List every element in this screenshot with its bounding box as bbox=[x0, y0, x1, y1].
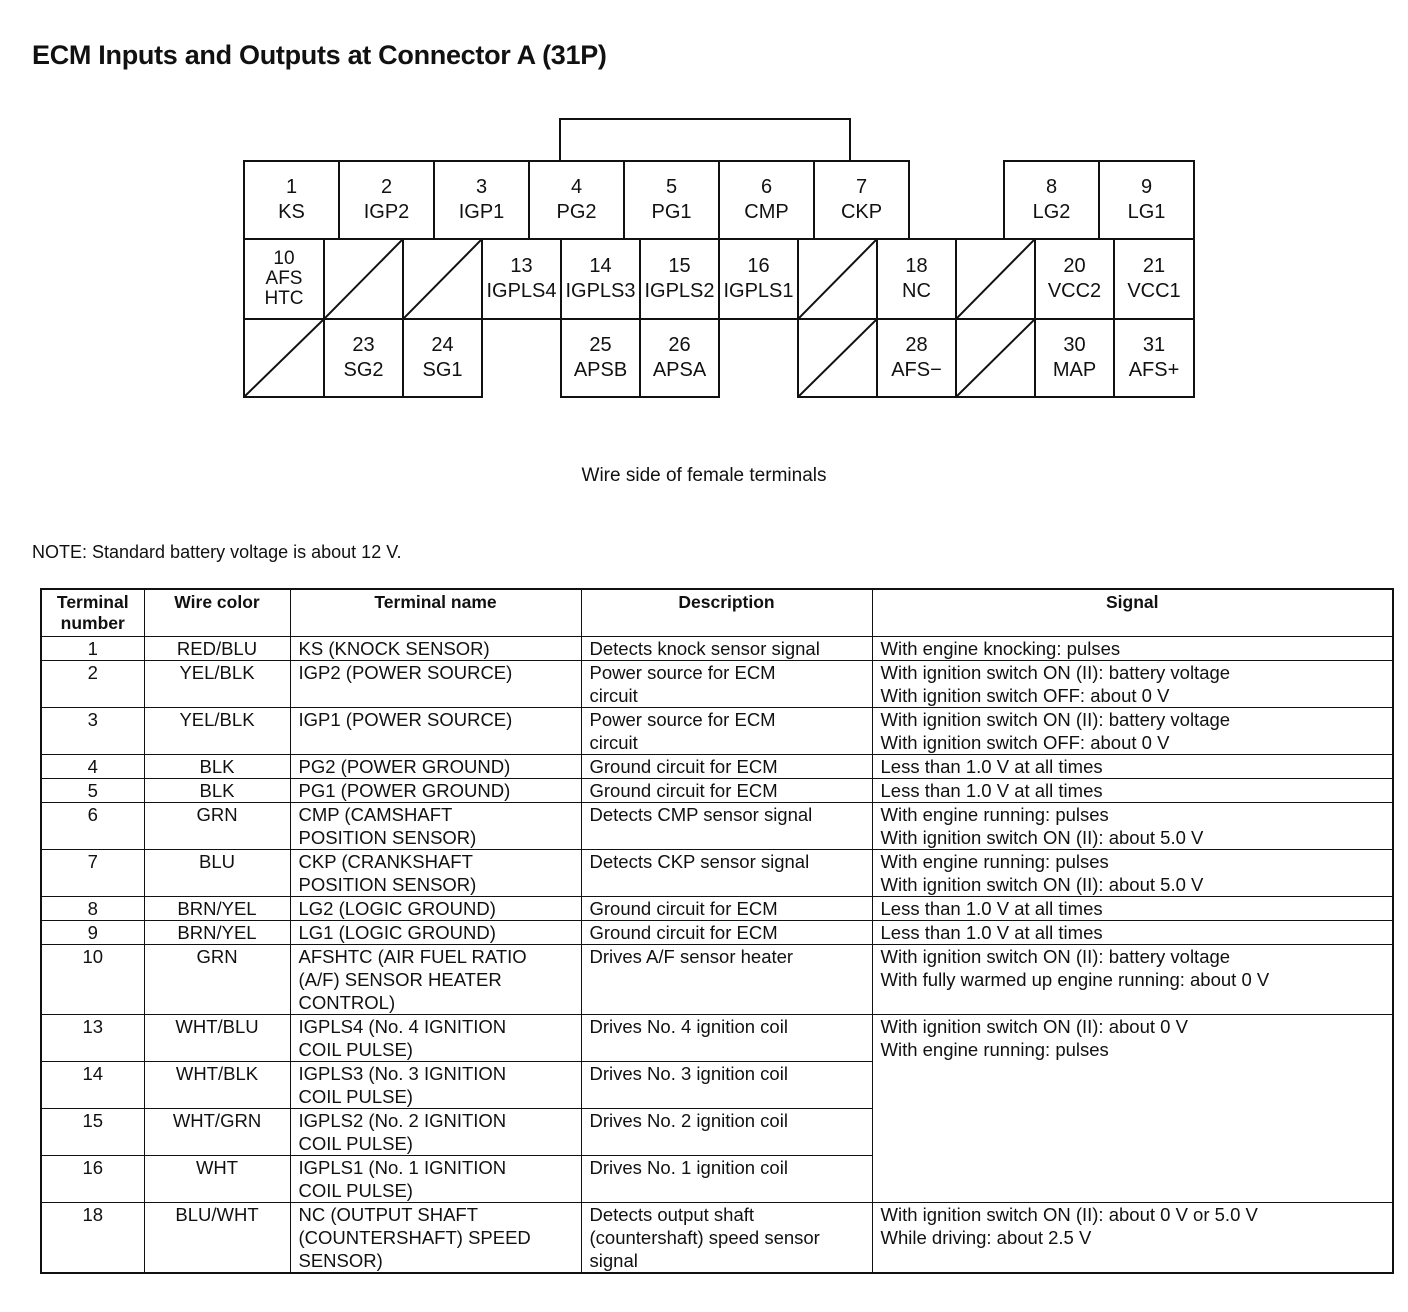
pin-31 bbox=[1113, 318, 1195, 398]
pin-label: APSA bbox=[652, 359, 707, 381]
page-title: ECM Inputs and Outputs at Connector A (31P) bbox=[32, 40, 607, 70]
pin-label: CKP bbox=[840, 201, 883, 223]
pin-label: VCC1 bbox=[1127, 280, 1181, 302]
signal: With ignition switch ON (II): battery voltage With fully warmed up engine running: about 0 V bbox=[872, 945, 1393, 1015]
signal: Less than 1.0 V at all times bbox=[872, 755, 1393, 779]
terminal-name: LG1 (LOGIC GROUND) bbox=[290, 921, 581, 945]
pin-number: 1 bbox=[285, 176, 298, 198]
pin-14 bbox=[560, 238, 641, 320]
signal: With ignition switch ON (II): battery voltage With ignition switch OFF: about 0 V bbox=[872, 708, 1393, 755]
pin-16 bbox=[718, 238, 799, 320]
signal: With ignition switch ON (II): about 0 V or 5.0 V While driving: about 2.5 V bbox=[872, 1203, 1393, 1274]
signal: With engine running: pulses With ignition switch ON (II): about 5.0 V bbox=[872, 803, 1393, 850]
pin-number: 3 bbox=[475, 176, 488, 198]
table-row bbox=[41, 921, 1393, 945]
signal: Less than 1.0 V at all times bbox=[872, 779, 1393, 803]
table-row bbox=[41, 1015, 1393, 1062]
pin-label: APSB bbox=[573, 359, 628, 381]
wire-color: WHT/BLK bbox=[144, 1062, 290, 1109]
pin-23 bbox=[323, 318, 404, 398]
pin-24 bbox=[402, 318, 483, 398]
pin-26 bbox=[639, 318, 720, 398]
terminal-number: 3 bbox=[41, 708, 144, 755]
terminal-number: 9 bbox=[41, 921, 144, 945]
header-terminal-name: Terminal name bbox=[290, 589, 581, 637]
terminal-name: CKP (CRANKSHAFT POSITION SENSOR) bbox=[290, 850, 581, 897]
pin-label: NC bbox=[902, 280, 931, 302]
signal: With engine knocking: pulses bbox=[872, 637, 1393, 661]
signal: Less than 1.0 V at all times bbox=[872, 921, 1393, 945]
description: Power source for ECM circuit bbox=[581, 661, 872, 708]
terminal-number: 18 bbox=[41, 1203, 144, 1274]
pin-label: VCC2 bbox=[1047, 280, 1102, 302]
description: Ground circuit for ECM bbox=[581, 779, 872, 803]
pin-2 bbox=[338, 160, 435, 240]
pin-9 bbox=[1098, 160, 1195, 240]
pin-number: 25 bbox=[589, 334, 612, 356]
pin-label: CMP bbox=[744, 201, 789, 223]
pin-6 bbox=[718, 160, 815, 240]
pin-label: AFS bbox=[265, 268, 303, 289]
pin-label: SG2 bbox=[343, 359, 384, 381]
signal: With ignition switch ON (II): battery voltage With ignition switch OFF: about 0 V bbox=[872, 661, 1393, 708]
pin-number: 20 bbox=[1063, 255, 1086, 277]
pin-number: 15 bbox=[668, 255, 691, 277]
table-row bbox=[41, 755, 1393, 779]
pin-number: 30 bbox=[1063, 334, 1086, 356]
wire-color: WHT bbox=[144, 1156, 290, 1203]
terminal-name: IGPLS2 (No. 2 IGNITION COIL PULSE) bbox=[290, 1109, 581, 1156]
pin-15 bbox=[639, 238, 720, 320]
terminal-number: 7 bbox=[41, 850, 144, 897]
pin-label: IGPLS1 bbox=[723, 280, 794, 302]
pin-30 bbox=[1034, 318, 1115, 398]
terminal-number: 4 bbox=[41, 755, 144, 779]
pin-number: 14 bbox=[589, 255, 612, 277]
table-row bbox=[41, 850, 1393, 897]
pin-7 bbox=[813, 160, 910, 240]
pin-number: 8 bbox=[1045, 176, 1058, 198]
connector-lock-tab bbox=[559, 118, 851, 162]
wire-color: YEL/BLK bbox=[144, 661, 290, 708]
pin-number: 28 bbox=[905, 334, 928, 356]
pin-28 bbox=[876, 318, 957, 398]
description: Ground circuit for ECM bbox=[581, 755, 872, 779]
pin-label: SG1 bbox=[422, 359, 463, 381]
pin-number: 16 bbox=[747, 255, 770, 277]
pin-number: 5 bbox=[665, 176, 678, 198]
table-row bbox=[41, 945, 1393, 1015]
pin-label: AFS− bbox=[891, 359, 942, 381]
description: Drives No. 3 ignition coil bbox=[581, 1062, 872, 1109]
pin-label: KS bbox=[278, 201, 305, 223]
terminal-number: 13 bbox=[41, 1015, 144, 1062]
empty-cavity bbox=[955, 318, 1036, 398]
pin-number: 4 bbox=[570, 176, 583, 198]
terminal-number: 5 bbox=[41, 779, 144, 803]
header-signal: Signal bbox=[872, 589, 1393, 637]
wire-color: BRN/YEL bbox=[144, 921, 290, 945]
signal: With ignition switch ON (II): about 0 V With engine running: pulses bbox=[872, 1015, 1393, 1203]
wire-color: BLK bbox=[144, 779, 290, 803]
pin-label: IGPLS2 bbox=[644, 280, 715, 302]
empty-cavity bbox=[797, 318, 878, 398]
pin-label: HTC bbox=[264, 288, 304, 309]
description: Detects knock sensor signal bbox=[581, 637, 872, 661]
table-row bbox=[41, 637, 1393, 661]
table-row bbox=[41, 708, 1393, 755]
table-row bbox=[41, 661, 1393, 708]
pin-21 bbox=[1113, 238, 1195, 320]
pin-label: LG2 bbox=[1032, 201, 1071, 223]
pin-label: LG1 bbox=[1127, 201, 1166, 223]
table-header-row bbox=[41, 589, 1393, 637]
table-row bbox=[41, 779, 1393, 803]
description: Detects CMP sensor signal bbox=[581, 803, 872, 850]
header-description: Description bbox=[581, 589, 872, 637]
wire-color: WHT/GRN bbox=[144, 1109, 290, 1156]
connector-caption: Wire side of female terminals bbox=[581, 465, 827, 486]
battery-note: NOTE: Standard battery voltage is about 12 V. bbox=[32, 542, 402, 562]
terminal-number: 1 bbox=[41, 637, 144, 661]
pin-number: 2 bbox=[380, 176, 393, 198]
terminal-name: PG2 (POWER GROUND) bbox=[290, 755, 581, 779]
description: Drives No. 1 ignition coil bbox=[581, 1156, 872, 1203]
description: Power source for ECM circuit bbox=[581, 708, 872, 755]
header-wire-color: Wire color bbox=[144, 589, 290, 637]
empty-cavity bbox=[323, 238, 404, 320]
pin-18 bbox=[876, 238, 957, 320]
wire-color: GRN bbox=[144, 803, 290, 850]
pin-label: PG1 bbox=[651, 201, 692, 223]
empty-cavity bbox=[797, 238, 878, 320]
terminal-number: 15 bbox=[41, 1109, 144, 1156]
terminal-name: IGPLS4 (No. 4 IGNITION COIL PULSE) bbox=[290, 1015, 581, 1062]
signal: Less than 1.0 V at all times bbox=[872, 897, 1393, 921]
wire-color: BLU/WHT bbox=[144, 1203, 290, 1274]
pin-label: IGP1 bbox=[458, 201, 505, 223]
pin-number: 24 bbox=[431, 334, 454, 356]
pin-label: IGPLS4 bbox=[486, 280, 557, 302]
terminal-name: IGP2 (POWER SOURCE) bbox=[290, 661, 581, 708]
description: Ground circuit for ECM bbox=[581, 921, 872, 945]
terminal-number: 6 bbox=[41, 803, 144, 850]
pin-label: PG2 bbox=[556, 201, 597, 223]
terminal-number: 14 bbox=[41, 1062, 144, 1109]
terminal-name: PG1 (POWER GROUND) bbox=[290, 779, 581, 803]
wire-color: BRN/YEL bbox=[144, 897, 290, 921]
pin-number: 31 bbox=[1142, 334, 1166, 356]
description: Ground circuit for ECM bbox=[581, 897, 872, 921]
wire-color: RED/BLU bbox=[144, 637, 290, 661]
pin-number: 26 bbox=[668, 334, 691, 356]
pin-13 bbox=[481, 238, 562, 320]
terminal-name: IGPLS1 (No. 1 IGNITION COIL PULSE) bbox=[290, 1156, 581, 1203]
pin-8 bbox=[1003, 160, 1100, 240]
pin-label: AFS+ bbox=[1128, 359, 1180, 381]
connector-diagram bbox=[0, 0, 1408, 420]
terminal-name: IGP1 (POWER SOURCE) bbox=[290, 708, 581, 755]
empty-cavity bbox=[243, 318, 325, 398]
pin-number: 13 bbox=[510, 255, 533, 277]
description: Drives No. 2 ignition coil bbox=[581, 1109, 872, 1156]
empty-cavity bbox=[955, 238, 1036, 320]
pin-number: 23 bbox=[352, 334, 375, 356]
pin-10 bbox=[243, 238, 325, 320]
description: Detects CKP sensor signal bbox=[581, 850, 872, 897]
pin-number: 10 bbox=[273, 248, 295, 269]
table-row bbox=[41, 897, 1393, 921]
pin-number: 6 bbox=[760, 176, 773, 198]
terminal-name: CMP (CAMSHAFT POSITION SENSOR) bbox=[290, 803, 581, 850]
pin-20 bbox=[1034, 238, 1115, 320]
terminal-number: 8 bbox=[41, 897, 144, 921]
wire-color: YEL/BLK bbox=[144, 708, 290, 755]
header-terminal-number: Terminal number bbox=[41, 589, 144, 637]
pin-number: 18 bbox=[905, 255, 928, 277]
terminal-name: AFSHTC (AIR FUEL RATIO (A/F) SENSOR HEATER CONTROL) bbox=[290, 945, 581, 1015]
pin-label: MAP bbox=[1052, 359, 1097, 381]
wire-color: GRN bbox=[144, 945, 290, 1015]
pin-3 bbox=[433, 160, 530, 240]
description: Drives A/F sensor heater bbox=[581, 945, 872, 1015]
description: Detects output shaft (countershaft) speed sensor signal bbox=[581, 1203, 872, 1274]
pin-label: IGP2 bbox=[363, 201, 410, 223]
terminal-name: KS (KNOCK SENSOR) bbox=[290, 637, 581, 661]
pin-5 bbox=[623, 160, 720, 240]
terminal-name: IGPLS3 (No. 3 IGNITION COIL PULSE) bbox=[290, 1062, 581, 1109]
terminal-number: 2 bbox=[41, 661, 144, 708]
terminal-number: 16 bbox=[41, 1156, 144, 1203]
pin-number: 9 bbox=[1140, 176, 1153, 198]
pin-number: 21 bbox=[1142, 255, 1166, 277]
terminal-name: NC (OUTPUT SHAFT (COUNTERSHAFT) SPEED SENSOR) bbox=[290, 1203, 581, 1274]
pin-25 bbox=[560, 318, 641, 398]
pin-4 bbox=[528, 160, 625, 240]
terminal-number: 10 bbox=[41, 945, 144, 1015]
description: Drives No. 4 ignition coil bbox=[581, 1015, 872, 1062]
wire-color: BLK bbox=[144, 755, 290, 779]
terminal-table bbox=[40, 588, 1394, 1274]
signal: With engine running: pulses With ignition switch ON (II): about 5.0 V bbox=[872, 850, 1393, 897]
wire-color: BLU bbox=[144, 850, 290, 897]
empty-cavity bbox=[402, 238, 483, 320]
wire-color: WHT/BLU bbox=[144, 1015, 290, 1062]
pin-label: IGPLS3 bbox=[565, 280, 636, 302]
pin-1 bbox=[243, 160, 340, 240]
table-row bbox=[41, 1203, 1393, 1274]
terminal-name: LG2 (LOGIC GROUND) bbox=[290, 897, 581, 921]
table-row bbox=[41, 803, 1393, 850]
pin-number: 7 bbox=[855, 176, 868, 198]
